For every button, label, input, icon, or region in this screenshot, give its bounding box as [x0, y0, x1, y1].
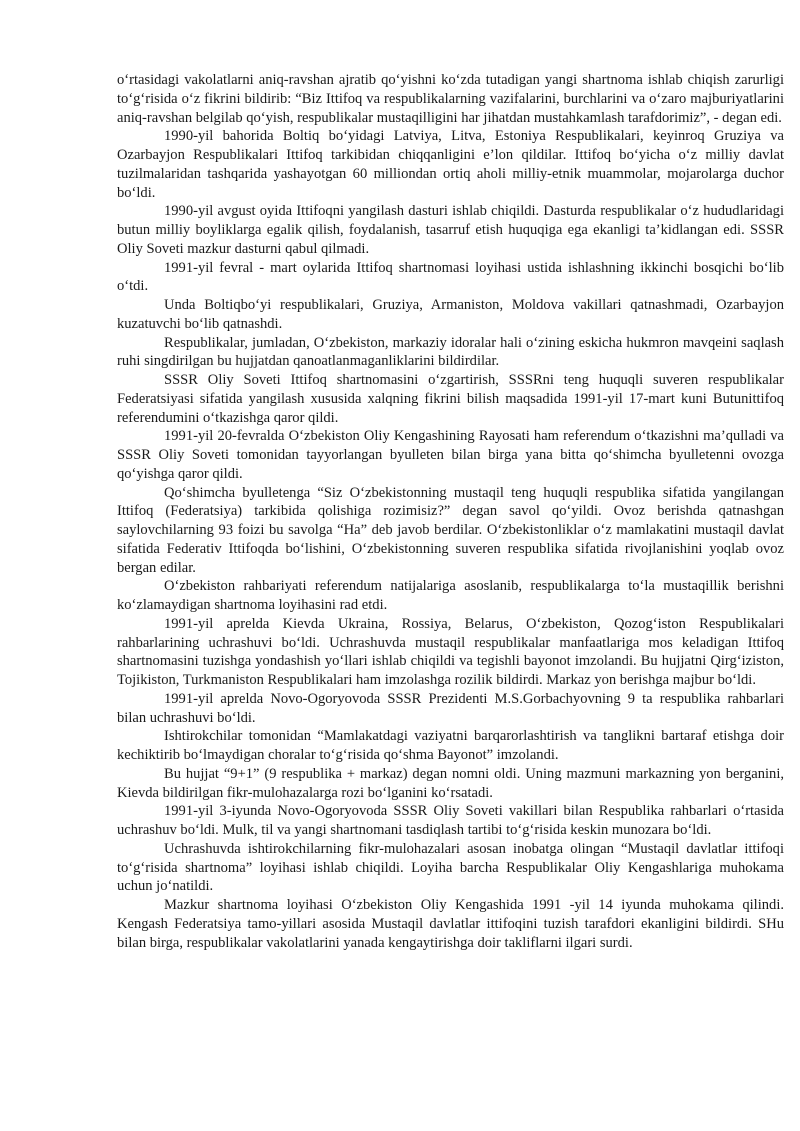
paragraph-5: Unda Boltiqbo‘yi respublikalari, Gruziya, Armaniston, Moldova vakillari qatnashmadi, Ozarbayjon kuzatuvchi bo‘lib qatnashdi.	[117, 297, 784, 332]
paragraph-10: O‘zbekiston rahbariyati referendum natijalariga asoslanib, respublikalarga to‘la mustaqillik berishni ko‘zlamaydigan shartnoma loyihasini rad etdi.	[117, 578, 784, 613]
paragraph-14: Bu hujjat “9+1” (9 respublika + markaz) degan nomni oldi. Uning mazmuni markazning yon berganini, Kievda bildirilgan fikr-mulohazalarga rozi bo‘lganini ko‘rsatadi.	[117, 765, 784, 801]
paragraph-3: 1990-yil avgust oyida Ittifoqni yangilash dasturi ishlab chiqildi. Dasturda respublikalar o‘z hududlaridagi butun milliy boyliklarga egalik qilish, foydalanish, tasarruf etish huquqiga ega ekanligi ta’kidlangan edi. SSSR Oliy Soveti mazkur dasturni qabul qilmadi.	[117, 203, 784, 257]
paragraph-12: 1991-yil aprelda Novo-Ogoryovoda SSSR Prezidenti M.S.Gorbachyovning 9 ta respublika rahbarlari bilan uchrashuvi bo‘ldi.	[117, 690, 784, 726]
paragraph-1: o‘rtasidagi vakolatlarni aniq-ravshan ajratib qo‘yishni ko‘zda tutadigan yangi shartnoma ishlab chiqish zarurligi to‘g‘risida o‘z fikrini bildirib: “Biz Ittifoq va respublikalarning vazifalarini, burchlarini va o‘zaro majburiyatlarini aniq-ravshan belgilab qo‘yish, respublikalar mustaqilligini har jihatdan mustahkamlash tarafdorimiz”, - degan edi.	[117, 72, 784, 126]
paragraph-8: 1991-yil 20-fevralda O‘zbekiston Oliy Kengashining Rayosati ham referendum o‘tkazishni ma’qulladi va SSSR Oliy Soveti tomonidan tayyorlangan byulleten bilan birga yana bitta qo‘shimcha byulletenni ovozga qo‘yishga qaror qildi.	[117, 428, 784, 482]
paragraph-6: Respublikalar, jumladan, O‘zbekiston, markaziy idoralar hali o‘zining eskicha hukmron mavqeini saqlash ruhi singdirilgan bu hujjatdan qanoatlanmaganliklarini bildirdilar.	[117, 334, 784, 370]
paragraph-15: 1991-yil 3-iyunda Novo-Ogoryovoda SSSR Oliy Soveti vakillari bilan Respublika rahbarlari o‘rtasida uchrashuv bo‘ldi. Mulk, til va yangi shartnomani tasdiqlash tartibi to‘g‘risida keskin munozara bo‘ldi.	[117, 803, 784, 838]
paragraph-2: 1990-yil bahorida Boltiq bo‘yidagi Latviya, Litva, Estoniya Respublikalari, keyinroq Gruziya va Ozarbayjon Respublikalari Ittifoq tarkibidan chiqqanligini e’lon qildilar. Ittifoq bo‘yicha o‘z milliy davlat tuzilmalaridan tashqarida yashayotgan 60 milliondan ortiq aholi milliy-etnik muammolar, mojarolarga duchor bo‘ldi.	[117, 128, 784, 201]
paragraph-7: SSSR Oliy Soveti Ittifoq shartnomasini o‘zgartirish, SSSRni teng huquqli suveren respublikalar Federatsiyasi sifatida yangilash xususida xalqning fikrini bilish maqsadida 1991-yil 17-mart kuni Butunittifoq referendumini o‘tkazishga qaror qildi.	[117, 372, 784, 426]
paragraph-16: Uchrashuvda ishtirokchilarning fikr-mulohazalari asosan inobatga olingan “Mustaqil davlatlar ittifoqi to‘g‘risida shartnoma” loyihasi ishlab chiqildi. Loyiha barcha Respublikalar Oliy Kengashlariga muhokama uchun jo‘natildi.	[117, 840, 784, 895]
paragraph-4: 1991-yil fevral - mart oylarida Ittifoq shartnomasi loyihasi ustida ishlashning ikkinchi bosqichi bo‘lib o‘tdi.	[117, 259, 784, 295]
document-page	[117, 71, 784, 952]
paragraph-13: Ishtirokchilar tomonidan “Mamlakatdagi vaziyatni barqarorlashtirish va tanglikni bartaraf etishga doir kechiktirib bo‘lmaydigan choralar to‘g‘risida qo‘shma Bayonot” imzolandi.	[117, 728, 784, 763]
paragraph-9: Qo‘shimcha byulletenga “Siz O‘zbekistonning mustaqil teng huquqli respublika sifatida yangilangan Ittifoq (Federatsiya) tarkibida qolishiga rozimisiz?” degan savol qo‘yildi. Ovoz berishda qatnashgan saylovchilarning 93 foizi bu savolga “Ha” deb javob berdilar. O‘zbekistonliklar o‘z mamlakatini mustaqil davlat sifatida Federativ Ittifoqda bo‘lishini, O‘zbekistonning suveren respublika sifatida rivojlanishini yoqlab ovoz bergan edilar.	[117, 484, 784, 576]
paragraph-11: 1991-yil aprelda Kievda Ukraina, Rossiya, Belarus, O‘zbekiston, Qozog‘iston Respublikalari rahbarlarining uchrashuvi bo‘ldi. Uchrashuvda mustaqil respublikalar manfaatlariga mos keladigan Ittifoq shartnomasini tuzishga yondashish yo‘llari ishlab chiqildi va tegishli bayonot imzolandi. Bu hujjatni Qirg‘iziston, Tojikiston, Turkmaniston Respublikalari ham imzolashga rozilik bildirdi. Markaz yon berishga majbur bo‘ldi.	[117, 615, 784, 688]
paragraph-17: Mazkur shartnoma loyihasi O‘zbekiston Oliy Kengashida 1991 -yil 14 iyunda muhokama qilindi. Kengash Federatsiya tamo-yillari asosida Mustaqil davlatlar ittifoqini tuzish tarafdori ekanligini bildirdi. SHu bilan birga, respublikalar vakolatlarini yanada kengaytirishga doir takliflarni ilgari surdi.	[117, 897, 784, 951]
